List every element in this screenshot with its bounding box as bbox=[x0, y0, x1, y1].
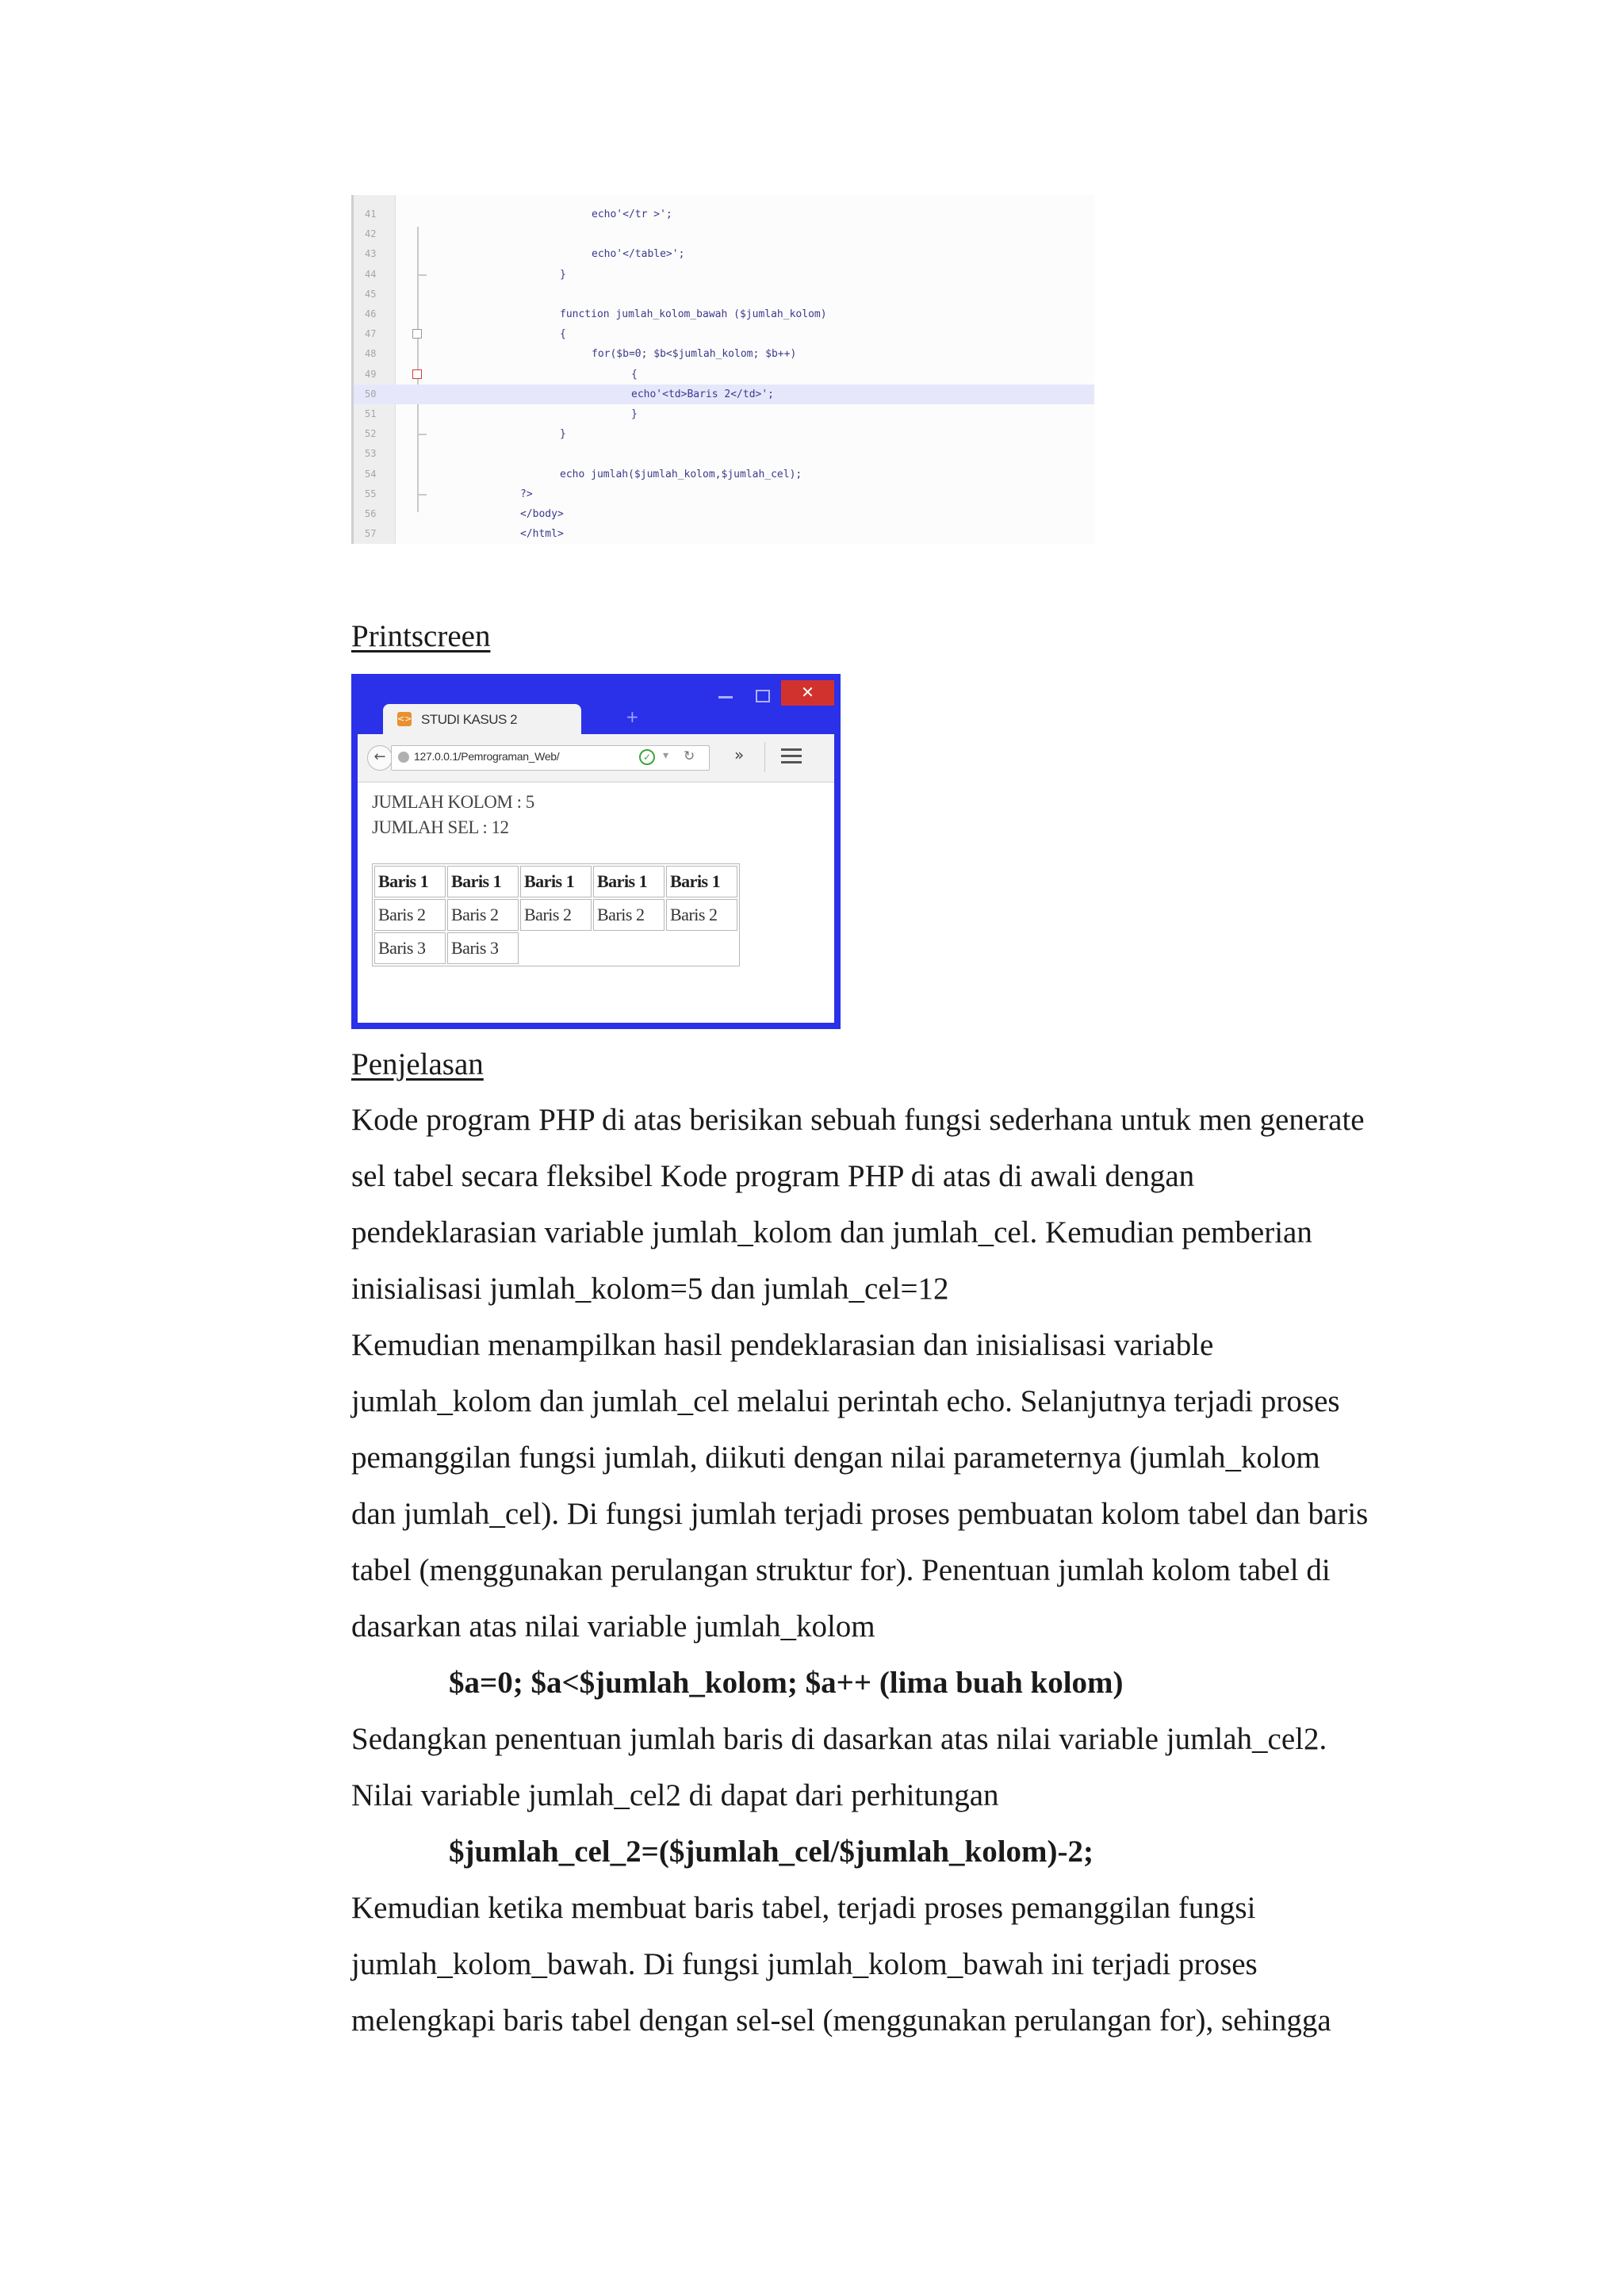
line-number: 43 bbox=[365, 248, 377, 260]
body-line: dan jumlah_cel). Di fungsi jumlah terjadi proses pembuatan kolom tabel dan baris bbox=[351, 1497, 1369, 1531]
code-editor-screenshot bbox=[351, 195, 1094, 544]
back-arrow-icon[interactable]: ← bbox=[367, 745, 393, 771]
line-number: 54 bbox=[365, 468, 377, 480]
table-cell: Baris 1 bbox=[374, 866, 446, 897]
code-line bbox=[354, 404, 1094, 424]
reload-icon[interactable]: ↻ bbox=[684, 748, 695, 764]
line-number: 53 bbox=[365, 448, 377, 460]
table-cell-empty bbox=[593, 932, 665, 964]
table-row bbox=[374, 866, 737, 897]
body-line: pemanggilan fungsi jumlah, diikuti dengan nilai parameternya (jumlah_kolom bbox=[351, 1441, 1320, 1475]
code-file-icon: <> bbox=[397, 712, 412, 726]
code-text: </html> bbox=[520, 528, 564, 541]
code-line bbox=[354, 444, 1094, 464]
browser-screenshot bbox=[351, 674, 841, 1029]
code-line bbox=[354, 205, 1094, 224]
code-expression-cel2: $jumlah_cel_2=($jumlah_cel/$jumlah_kolom)-2; bbox=[449, 1835, 1094, 1869]
jumlah-sel-text: JUMLAH SEL : 12 bbox=[372, 817, 509, 837]
body-line: tabel (menggunakan perulangan struktur for). Penentuan jumlah kolom tabel di bbox=[351, 1553, 1331, 1587]
line-number: 48 bbox=[365, 348, 377, 360]
code-text: { bbox=[631, 368, 638, 381]
toolbar-divider bbox=[764, 742, 765, 772]
code-text: ?> bbox=[520, 488, 533, 500]
code-line bbox=[354, 304, 1094, 324]
table-cell: Baris 3 bbox=[374, 932, 446, 964]
fold-marker-icon[interactable] bbox=[412, 329, 422, 339]
table-cell-empty bbox=[520, 932, 592, 964]
code-text: for($b=0; $b<$jumlah_kolom; $b++) bbox=[592, 348, 797, 361]
code-text: echo jumlah($jumlah_kolom,$jumlah_cel); bbox=[560, 468, 802, 480]
body-line: Nilai variable jumlah_cel2 di dapat dari perhitungan bbox=[351, 1778, 999, 1812]
table-cell: Baris 2 bbox=[520, 899, 592, 931]
browser-tab-bar bbox=[358, 680, 834, 729]
new-tab-icon[interactable]: + bbox=[626, 707, 639, 726]
page-viewport bbox=[358, 783, 834, 1023]
globe-icon bbox=[398, 752, 409, 763]
penjelasan-label: Penjelasan bbox=[351, 1047, 484, 1081]
dropdown-arrow-icon[interactable]: ▾ bbox=[663, 749, 669, 762]
fold-end-marker bbox=[417, 434, 427, 435]
address-url: 127.0.0.1/Pemrograman_Web/ bbox=[414, 750, 560, 763]
code-text: echo'</tr >'; bbox=[592, 209, 672, 220]
overflow-chevron-icon[interactable]: » bbox=[734, 745, 745, 764]
line-number: 41 bbox=[365, 209, 377, 220]
minimize-icon[interactable] bbox=[718, 696, 733, 698]
code-line bbox=[354, 265, 1094, 285]
line-number: 45 bbox=[365, 288, 377, 300]
close-window-button[interactable]: ✕ bbox=[781, 680, 834, 706]
body-line: pendeklarasian variable jumlah_kolom dan jumlah_cel. Kemudian pemberian bbox=[351, 1215, 1312, 1249]
code-line bbox=[354, 224, 1094, 244]
address-bar[interactable] bbox=[391, 745, 710, 771]
table-cell: Baris 2 bbox=[593, 899, 665, 931]
body-line: jumlah_kolom_bawah. Di fungsi jumlah_kolom_bawah ini terjadi proses bbox=[351, 1947, 1258, 1981]
line-number: 44 bbox=[365, 268, 377, 280]
browser-toolbar bbox=[358, 734, 834, 783]
line-number: 55 bbox=[365, 488, 377, 499]
code-line bbox=[354, 344, 1094, 364]
fold-marker-icon[interactable] bbox=[412, 369, 422, 379]
table-cell: Baris 1 bbox=[593, 866, 665, 897]
code-text: echo'</table>'; bbox=[592, 248, 685, 261]
code-text: } bbox=[560, 268, 566, 281]
table-cell: Baris 1 bbox=[666, 866, 737, 897]
line-number: 49 bbox=[365, 368, 377, 380]
table-cell: Baris 1 bbox=[447, 866, 519, 897]
printscreen-label: Printscreen bbox=[351, 619, 491, 653]
table-cell-empty bbox=[666, 932, 737, 964]
code-line bbox=[354, 524, 1094, 544]
code-text: function jumlah_kolom_bawah ($jumlah_kolom) bbox=[560, 308, 827, 320]
code-line bbox=[354, 285, 1094, 304]
code-text: { bbox=[560, 328, 566, 341]
body-line: jumlah_kolom dan jumlah_cel melalui perintah echo. Selanjutnya terjadi proses bbox=[351, 1384, 1340, 1418]
body-line: inisialisasi jumlah_kolom=5 dan jumlah_cel=12 bbox=[351, 1272, 949, 1306]
table-cell: Baris 2 bbox=[374, 899, 446, 931]
line-number: 50 bbox=[365, 388, 377, 400]
line-number: 51 bbox=[365, 408, 377, 419]
maximize-icon[interactable] bbox=[756, 690, 770, 702]
code-text: </body> bbox=[520, 508, 564, 520]
table-cell: Baris 1 bbox=[520, 866, 592, 897]
line-number: 52 bbox=[365, 428, 377, 440]
body-line: melengkapi baris tabel dengan sel-sel (menggunakan perulangan for), sehingga bbox=[351, 2003, 1331, 2038]
line-number: 56 bbox=[365, 508, 377, 519]
body-line: Kode program PHP di atas berisikan sebuah fungsi sederhana untuk men generate bbox=[351, 1103, 1365, 1137]
line-number: 42 bbox=[365, 228, 377, 240]
tab-title: STUDI KASUS 2 bbox=[421, 712, 518, 727]
code-line bbox=[354, 424, 1094, 444]
body-line: Kemudian menampilkan hasil pendeklarasian dan inisialisasi variable bbox=[351, 1328, 1214, 1362]
code-line bbox=[354, 484, 1094, 504]
code-text: echo'<td>Baris 2</td>'; bbox=[631, 388, 775, 400]
jumlah-kolom-text: JUMLAH KOLOM : 5 bbox=[372, 792, 534, 812]
fold-end-marker bbox=[417, 274, 427, 276]
code-expression-loop: $a=0; $a<$jumlah_kolom; $a++ (lima buah kolom) bbox=[449, 1666, 1124, 1700]
table-cell: Baris 2 bbox=[447, 899, 519, 931]
hamburger-menu-icon[interactable] bbox=[781, 748, 802, 767]
fold-end-marker bbox=[417, 494, 427, 496]
code-line bbox=[354, 504, 1094, 524]
table-row bbox=[374, 899, 737, 931]
code-text: } bbox=[560, 428, 566, 441]
body-line: Sedangkan penentuan jumlah baris di dasarkan atas nilai variable jumlah_cel2. bbox=[351, 1722, 1327, 1756]
code-line bbox=[354, 385, 1094, 404]
line-number: 57 bbox=[365, 528, 377, 540]
code-line bbox=[354, 365, 1094, 385]
line-number: 46 bbox=[365, 308, 377, 320]
table-cell: Baris 2 bbox=[666, 899, 737, 931]
body-line: dasarkan atas nilai variable jumlah_kolom bbox=[351, 1609, 875, 1644]
check-circle-icon: ✓ bbox=[639, 749, 655, 765]
result-table bbox=[372, 863, 740, 966]
body-line: sel tabel secara fleksibel Kode program PHP di atas di awali dengan bbox=[351, 1159, 1195, 1193]
line-number: 47 bbox=[365, 328, 377, 340]
code-line bbox=[354, 244, 1094, 264]
body-line: Kemudian ketika membuat baris tabel, terjadi proses pemanggilan fungsi bbox=[351, 1891, 1256, 1925]
table-row bbox=[374, 932, 737, 964]
code-line bbox=[354, 324, 1094, 344]
table-cell: Baris 3 bbox=[447, 932, 519, 964]
code-line bbox=[354, 465, 1094, 484]
code-text: } bbox=[631, 408, 638, 420]
browser-tab[interactable] bbox=[383, 704, 581, 734]
